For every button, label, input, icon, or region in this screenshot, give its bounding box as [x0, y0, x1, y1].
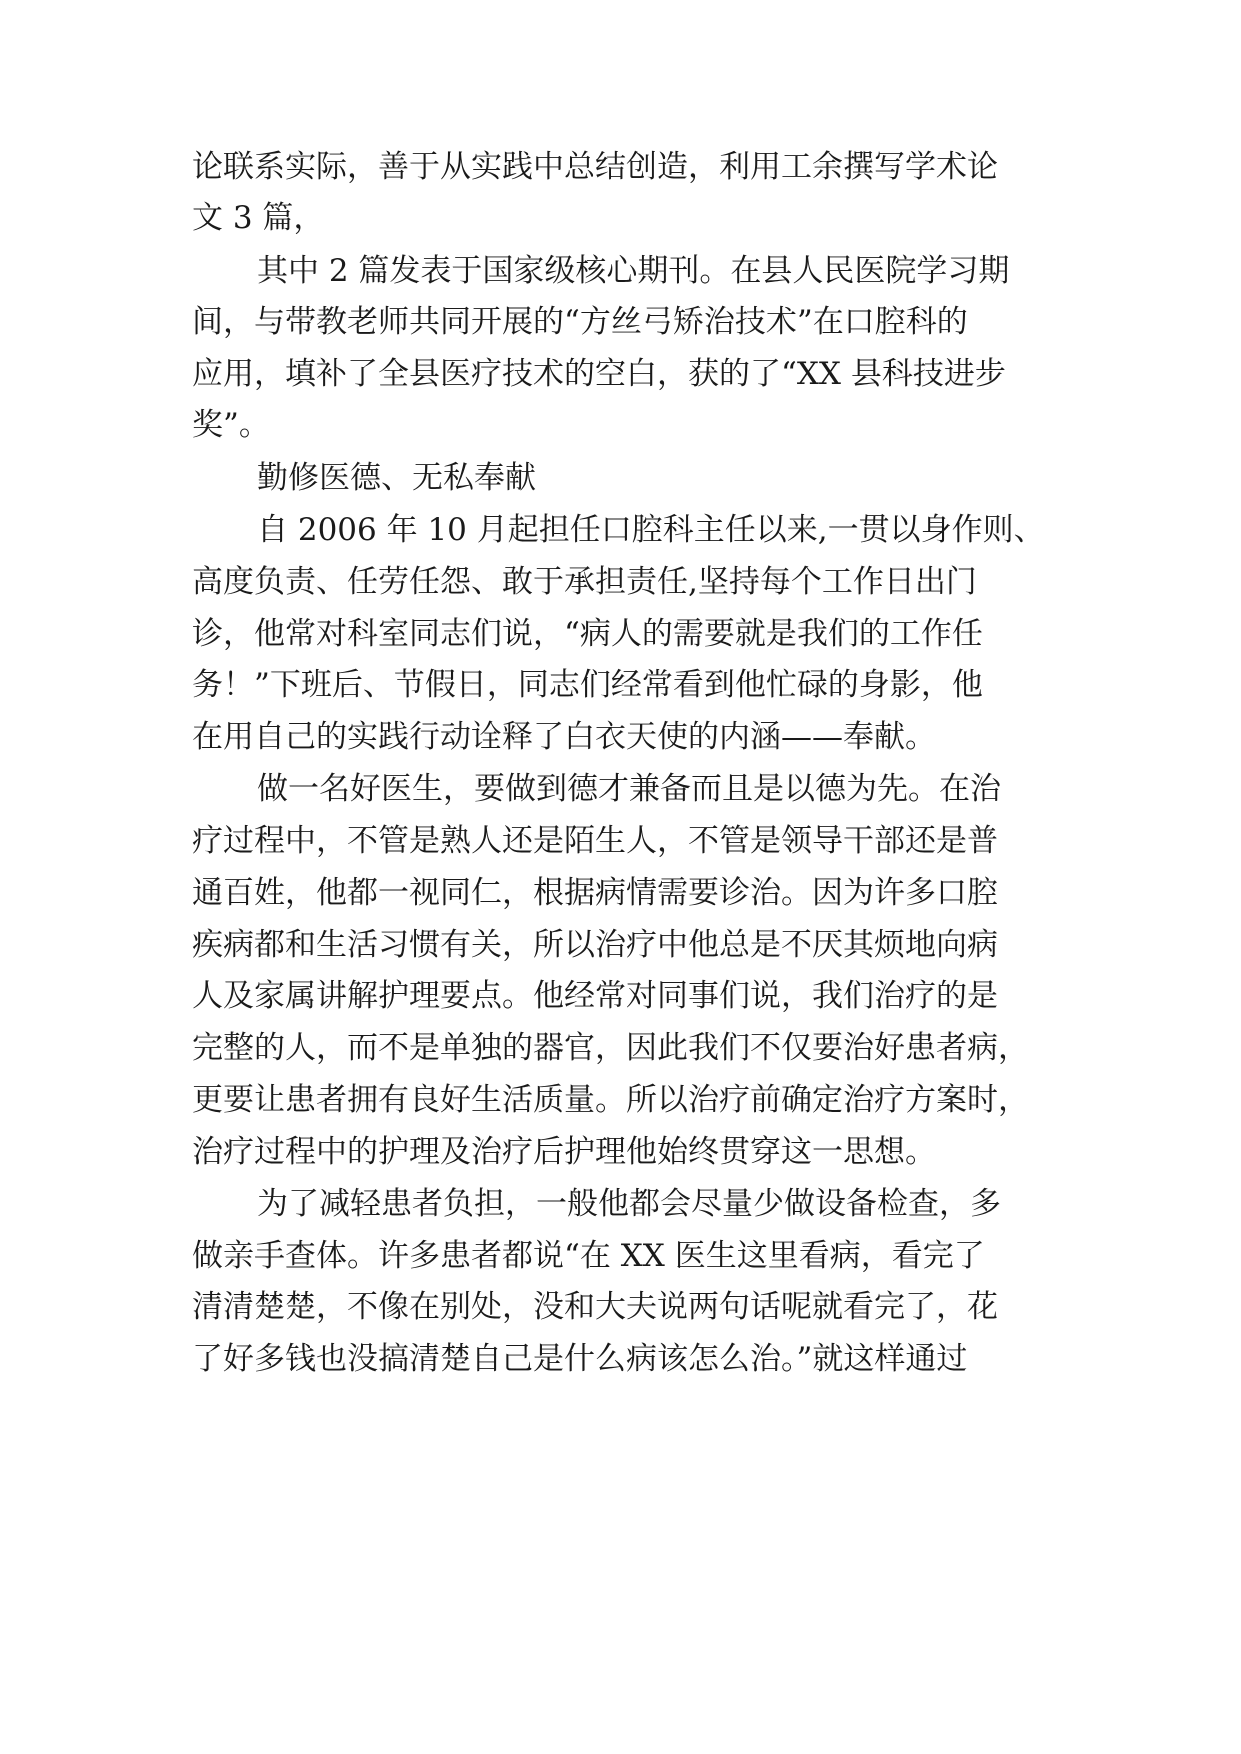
text-line: 应用，填补了全县医疗技术的空白，获的了“XX 县科技进步 — [192, 356, 1006, 392]
text-line: 通百姓，他都一视同仁，根据病情需要诊治。因为许多口腔 — [192, 875, 998, 911]
text-line: 高度负责、任劳任怨、敢于承担责任,坚持每个工作日出门 — [192, 564, 977, 600]
text-line: 疗过程中，不管是熟人还是陌生人，不管是领导干部还是普 — [192, 823, 998, 859]
text-line: 奖”。 — [192, 407, 270, 443]
text-line: 完整的人，而不是单独的器官，因此我们不仅要治好患者病， — [192, 1030, 1029, 1066]
text-line: 文 3 篇， — [192, 200, 325, 236]
section-heading: 勤修医德、无私奉献 — [257, 460, 536, 496]
text-line: 疾病都和生活习惯有关，所以治疗中他总是不厌其烦地向病 — [192, 927, 998, 963]
text-line: 更要让患者拥有良好生活质量。所以治疗前确定治疗方案时， — [192, 1082, 1029, 1118]
text-line: 做亲手查体。许多患者都说“在 XX 医生这里看病，看完了 — [192, 1238, 985, 1274]
text-line: 自 2006 年 10 月起担任口腔科主任以来,一贯以身作则、 — [257, 512, 1045, 548]
text-line: 为了减轻患者负担，一般他都会尽量少做设备检查，多 — [257, 1186, 1001, 1222]
text-line: 人及家属讲解护理要点。他经常对同事们说，我们治疗的是 — [192, 978, 998, 1014]
text-line: 诊，他常对科室同志们说，“病人的需要就是我们的工作任 — [192, 616, 983, 652]
text-line: 论联系实际，善于从实践中总结创造，利用工余撰写学术论 — [192, 149, 998, 185]
text-line: 清清楚楚，不像在别处，没和大夫说两句话呢就看完了，花 — [192, 1289, 998, 1325]
text-line: 了好多钱也没搞清楚自己是什么病该怎么治。”就这样通过 — [192, 1341, 968, 1377]
text-line: 在用自己的实践行动诠释了白衣天使的内涵——奉献。 — [192, 719, 936, 755]
text-line: 间，与带教老师共同开展的“方丝弓矫治技术”在口腔科的 — [192, 304, 968, 340]
text-line: 治疗过程中的护理及治疗后护理他始终贯穿这一思想。 — [192, 1134, 936, 1170]
text-line: 做一名好医生，要做到德才兼备而且是以德为先。在治 — [257, 771, 1001, 807]
text-line: 其中 2 篇发表于国家级核心期刊。在县人民医院学习期 — [257, 253, 1010, 289]
text-line: 务！”下班后、节假日，同志们经常看到他忙碌的身影，他 — [192, 667, 983, 703]
